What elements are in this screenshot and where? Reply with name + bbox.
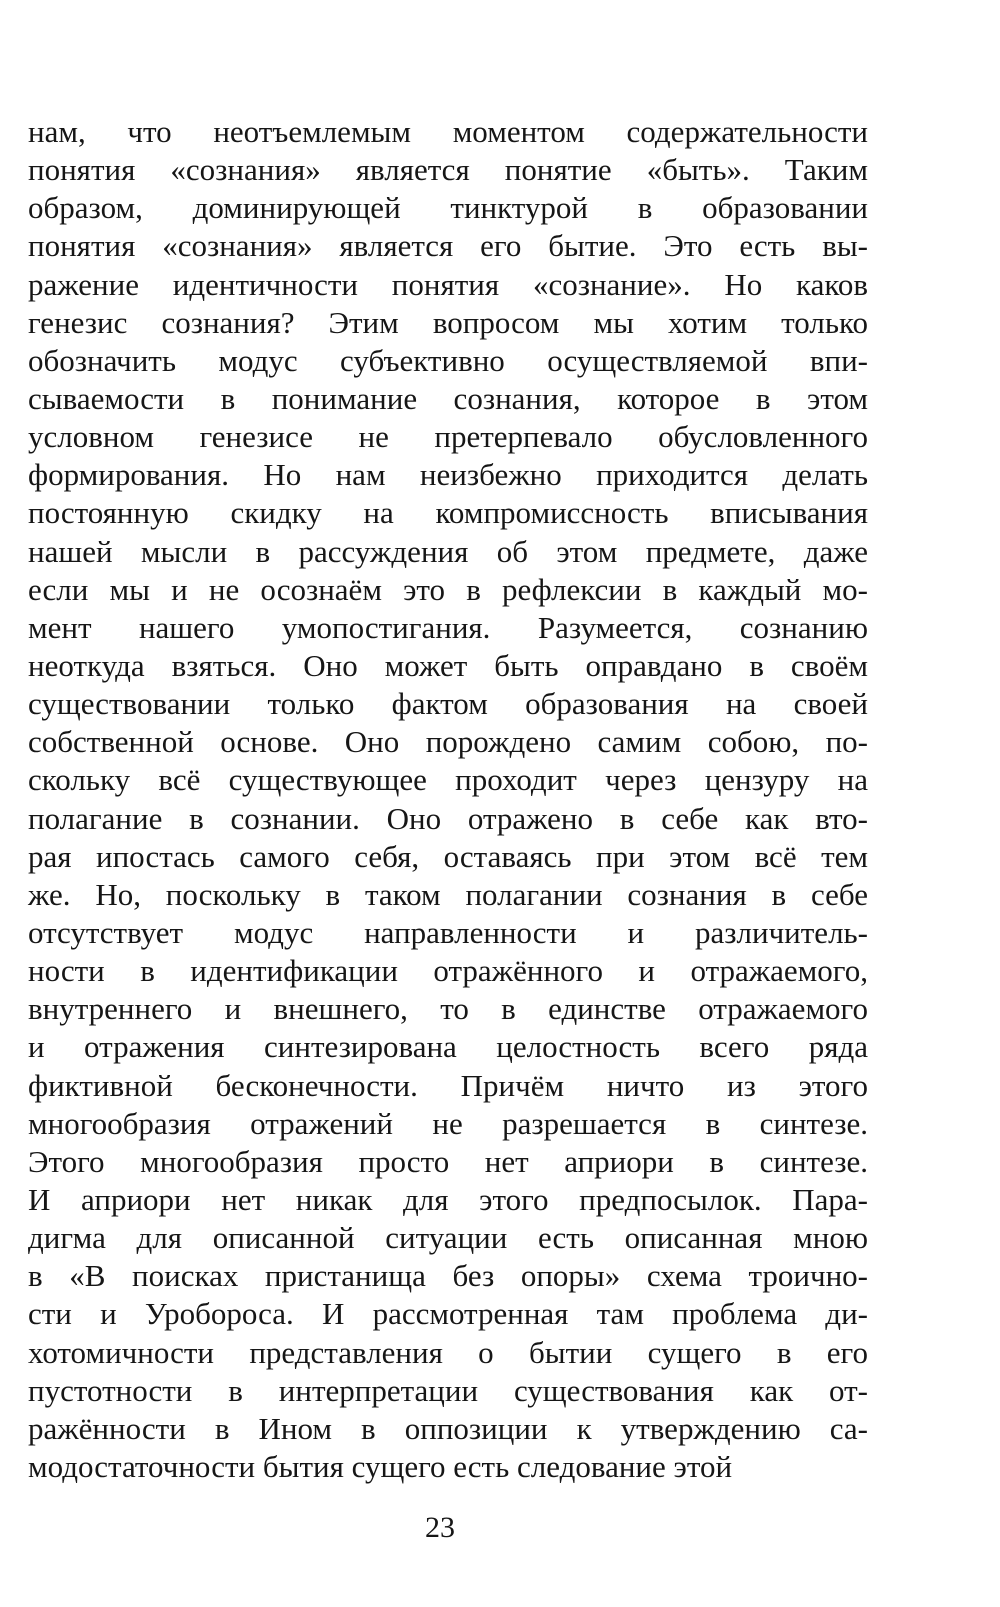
text-line: многообразия отражений не разрешается в синтезе. <box>28 1105 868 1141</box>
text-line: пустотности в интерпретации существования как от- <box>28 1372 868 1408</box>
text-line: понятия «сознания» является понятие «быть». Таким <box>28 152 868 188</box>
text-line: же. Но, поскольку в таком полагании сознания в себе <box>28 876 868 912</box>
text-line: фиктивной бесконечности. Причём ничто из этого <box>28 1067 868 1103</box>
text-line: модостаточности бытия сущего есть следование этой <box>28 1448 733 1484</box>
text-line: рая ипостась самого себя, оставаясь при этом всё тем <box>28 838 868 874</box>
text-line: нам, что неотъемлемым моментом содержательности <box>28 114 868 149</box>
text-line: неоткуда взяться. Оно может быть оправдано в своём <box>28 647 868 683</box>
text-line: ности в идентификации отражённого и отражаемого, <box>28 953 868 989</box>
text-line: дигма для описанной ситуации есть описанная мною <box>28 1220 868 1256</box>
text-line: образом, доминирующей тинктурой в образовании <box>28 190 868 226</box>
text-line: Этого многообразия просто нет априори в синтезе. <box>28 1143 868 1179</box>
text-line: формирования. Но нам неизбежно приходится делать <box>28 457 868 493</box>
page-number: 23 <box>425 1511 455 1544</box>
text-line: генезис сознания? Этим вопросом мы хотим только <box>28 304 868 340</box>
body-text <box>28 113 868 1486</box>
text-line: существовании только фактом образования на своей <box>28 686 868 722</box>
text-line: если мы и не осознаём это в рефлексии в каждый мо- <box>28 571 868 607</box>
text-line: ражение идентичности понятия «сознание». Но каков <box>28 266 868 302</box>
text-line: понятия «сознания» является его бытие. Это есть вы- <box>28 228 868 264</box>
text-line: сти и Уробороса. И рассмотренная там проблема ди- <box>28 1296 868 1332</box>
text-line: мент нашего умопостигания. Разумеется, сознанию <box>28 609 868 645</box>
text-line: сываемости в понимание сознания, которое в этом <box>28 380 868 416</box>
text-line: внутреннего и внешнего, то в единстве отражаемого <box>28 991 868 1027</box>
text-line: полагание в сознании. Оно отражено в себе как вто- <box>28 800 868 836</box>
text-line: в «В поисках пристанища без опоры» схема троично- <box>28 1258 868 1294</box>
text-line: собственной основе. Оно порождено самим собою, по- <box>28 724 868 760</box>
text-line: скольку всё существующее проходит через цензуру на <box>28 762 868 798</box>
text-line: ражённости в Ином в оппозиции к утверждению са- <box>28 1410 868 1446</box>
text-line: постоянную скидку на компромиссность вписывания <box>28 495 868 531</box>
text-line: условном генезисе не претерпевало обусловленного <box>28 419 868 455</box>
text-line: И априори нет никак для этого предпосылок. Пара- <box>28 1181 868 1217</box>
text-line: обозначить модус субъективно осуществляемой впи- <box>28 342 868 378</box>
text-line: и отражения синтезирована целостность всего ряда <box>28 1029 868 1065</box>
text-line: хотомичности представления о бытии сущего в его <box>28 1334 868 1370</box>
text-line: нашей мысли в рассуждения об этом предмете, даже <box>28 533 868 569</box>
text-line: отсутствует модус направленности и различитель- <box>28 914 868 950</box>
